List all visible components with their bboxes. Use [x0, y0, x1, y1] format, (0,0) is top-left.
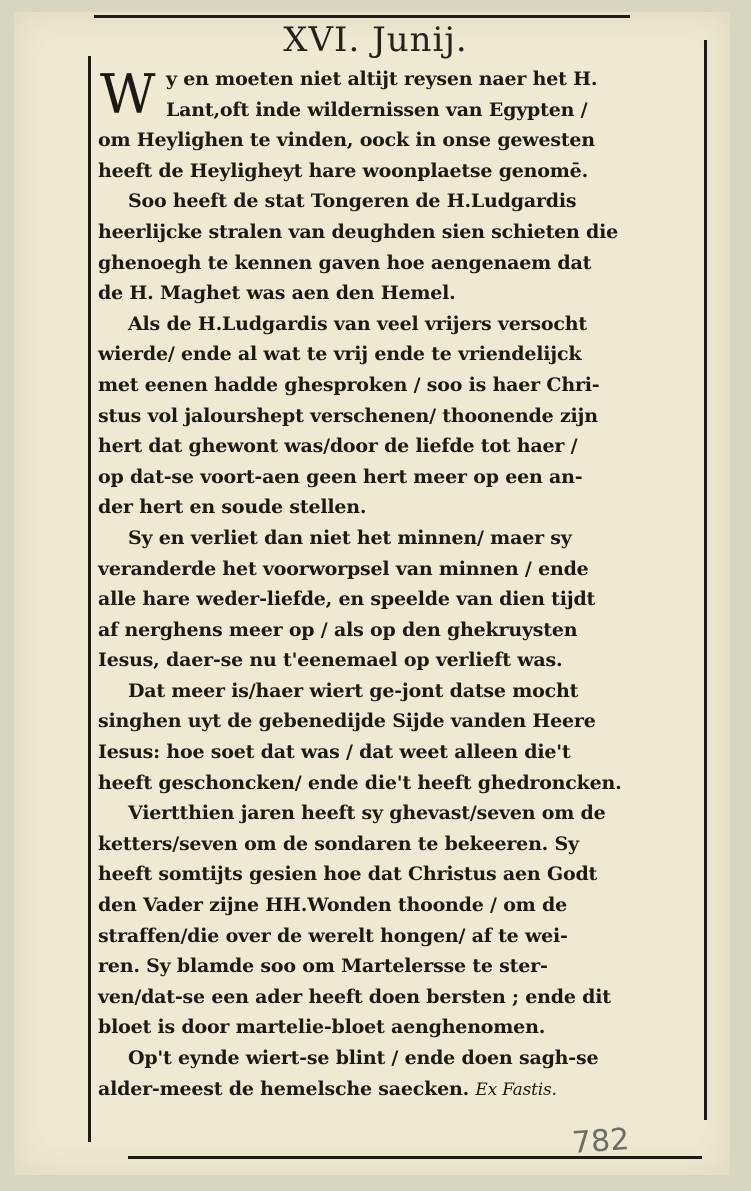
text-line: straffen/die over de werelt hongen/ af te wei-	[98, 924, 568, 947]
text-line: Sy en verliet dan niet het minnen/ maer sy	[128, 526, 572, 549]
text-line: de H. Maghet was aen den Hemel.	[98, 282, 456, 305]
text-line: heeft somtijts gesien hoe dat Christus aen Godt	[98, 863, 598, 886]
text-line: singhen uyt de gebenedijde Sijde vanden Heere	[98, 710, 596, 733]
right-border-rule	[704, 40, 707, 1120]
text-line: om Heylighen te vinden, oock in onse gewesten	[98, 129, 595, 152]
source-mark: Ex Fastis.	[475, 1079, 557, 1100]
text-line: ren. Sy blamde soo om Martelersse te ster-	[98, 955, 548, 978]
text-line: Iesus: hoe soet dat was / dat weet alleen die't	[98, 741, 571, 764]
text-line: Op't eynde wiert-se blint / ende doen sagh-se	[128, 1047, 599, 1069]
handwritten-catalog-number: 782	[570, 1122, 631, 1161]
text-line: Dat meer is/haer wiert ge-jont datse mocht	[128, 679, 579, 702]
text-line: alle hare weder-liefde, en speelde van dien tijdt	[98, 588, 596, 611]
text-line: Viertthien jaren heeft sy ghevast/seven om de	[128, 802, 606, 825]
page-heading: XVI. Junij.	[283, 20, 468, 60]
text-line: ven/dat-se een ader heeft doen bersten ; ende dit	[98, 985, 611, 1008]
left-border-rule	[88, 56, 91, 1142]
text-line: af nerghens meer op / als op den ghekruysten	[98, 618, 578, 641]
text-block	[98, 64, 698, 1104]
top-border-rule	[94, 15, 630, 18]
text-line: veranderde het voorworpsel van minnen / ende	[98, 557, 589, 580]
text-line: der hert en soude stellen.	[98, 496, 367, 519]
text-line: Iesus, daer-se nu t'eenemael op verlieft was.	[98, 649, 563, 672]
text-line: ketters/seven om de sondaren te bekeeren. Sy	[98, 832, 579, 855]
text-line-content: alder-meest de hemelsche saecken.	[98, 1077, 469, 1100]
text-line: ghenoegh te kennen gaven hoe aengenaem dat	[98, 251, 592, 274]
text-line: heeft de Heyligheyt hare woonplaetse genomē.	[98, 159, 588, 182]
text-line: met eenen hadde ghesproken / soo is haer Chri-	[98, 373, 600, 396]
drop-cap: W	[100, 63, 156, 126]
text-line: den Vader zijne HH.Wonden thoonde / om de	[98, 894, 567, 917]
text-line: heerlijcke stralen van deughden sien schieten die	[98, 220, 619, 243]
text-line: Soo heeft de stat Tongeren de H.Ludgardis	[128, 190, 577, 213]
text-line: hert dat ghewont was/door de liefde tot haer /	[98, 435, 578, 458]
text-line: y en moeten niet altijt reysen naer het H.	[166, 68, 598, 90]
text-line: op dat-se voort-aen geen hert meer op een an-	[98, 465, 583, 488]
text-line: heeft geschoncken/ ende die't heeft ghedroncken.	[98, 771, 622, 794]
text-line: wierde/ ende al wat te vrij ende te vriendelijck	[98, 343, 582, 366]
last-text-line	[98, 1074, 698, 1105]
text-line: bloet is door martelie-bloet aenghenomen.	[98, 1016, 546, 1039]
text-line: stus vol jalourshept verschenen/ thoonende zijn	[98, 404, 598, 427]
text-line: Als de H.Ludgardis van veel vrijers versocht	[128, 312, 587, 335]
text-line: Lant,oft inde wildernissen van Egypten /	[166, 98, 588, 121]
